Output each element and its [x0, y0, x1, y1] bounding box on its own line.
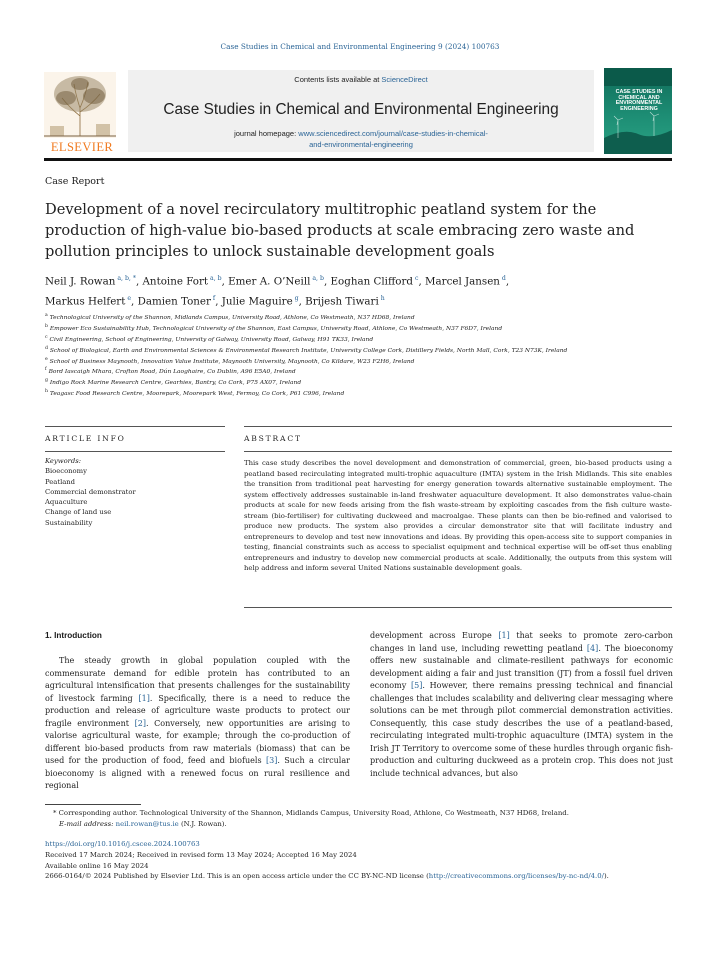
- received-dates: Received 17 March 2024; Received in revised form 13 May 2024; Accepted 16 May 2024: [45, 850, 357, 859]
- author-list: [45, 270, 665, 311]
- affiliation-mark: c: [45, 334, 48, 340]
- article-meta: [45, 839, 705, 882]
- author-separator: ,: [131, 295, 138, 308]
- article-info-heading: ARTICLE INFO: [45, 434, 126, 443]
- affiliation-mark: e: [45, 356, 48, 362]
- keywords-label: Keywords:: [45, 457, 82, 465]
- affiliation-text: Civil Engineering, School of Engineering, University of Galway, University Road, Galway, H91 TK33, Ireland: [49, 336, 374, 343]
- intro-column-2: [370, 630, 673, 781]
- header-rule: [44, 158, 672, 161]
- author-name[interactable]: Damien Toner: [137, 295, 211, 308]
- affiliation-mark: d: [45, 345, 48, 351]
- abstract-heading: ABSTRACT: [244, 434, 302, 443]
- contents-line: [128, 75, 594, 84]
- abstract-end-rule: [244, 607, 672, 608]
- affiliation-item: [45, 345, 670, 356]
- author-affiliation-mark[interactable]: a, b: [208, 275, 222, 282]
- author-separator: ,: [505, 275, 510, 288]
- info-rule-right: [244, 426, 672, 427]
- body-text: development across Europe: [370, 631, 499, 640]
- author-name[interactable]: Eoghan Clifford: [330, 275, 413, 288]
- homepage-link-line2[interactable]: and-environmental-engineering: [309, 140, 413, 149]
- affiliation-mark: a: [45, 313, 48, 318]
- author-affiliation-mark[interactable]: a, b, *: [115, 275, 136, 282]
- author-separator: ,: [323, 275, 331, 288]
- keyword-item: Change of land use: [45, 508, 112, 517]
- author-name[interactable]: Marcel Jansen: [424, 275, 500, 288]
- author-name[interactable]: Neil J. Rowan: [45, 275, 116, 288]
- reference-link[interactable]: [1]: [498, 631, 510, 640]
- footnote-marker: *: [53, 809, 57, 817]
- author-separator: ,: [418, 275, 425, 288]
- license-text: 2666-0164/© 2024 Published by Elsevier Ltd. This is an open access article under the CC BY-NC-ND license (: [45, 872, 429, 881]
- author-name[interactable]: Brijesh Tiwari: [305, 295, 379, 308]
- homepage-link-line1[interactable]: www.sciencedirect.com/journal/case-studies-in-chemical-: [298, 129, 488, 138]
- affiliation-mark: g: [45, 378, 48, 384]
- author-affiliation-mark[interactable]: f: [210, 295, 216, 303]
- affiliation-list: [45, 312, 670, 399]
- author-name[interactable]: Julie Maguire: [221, 295, 293, 308]
- footnote-rule: [45, 804, 141, 805]
- keyword-item: Peatland: [45, 477, 76, 486]
- body-text: . Specifically, there is a need to reduce the production and release of agriculture waste products to protect our fragile environment: [45, 693, 351, 728]
- author-affiliation-mark[interactable]: h: [378, 295, 385, 303]
- journal-citation[interactable]: Case Studies in Chemical and Environmental Engineering 9 (2024) 100763: [220, 42, 500, 51]
- abstract-text: This case study describes the novel development and demonstration of commercial, green, bio-based products using a peatland based recirculating integrated multi-trophic aquaculture (IMTA) system in the Irish Midlands. This site enables the transition from traditional peat harvesting for energy generation towards alternative sustainable employment. The system effectively addresses sustainable in-land freshwater aquaculture development. It also demonstrates value-chain products at scale for new feeds arising from the fish waste-stream by exploiting cascades from the fish culture waste-stream (bio-fertiliser) for cultivating duckweed and macroalgae. These plants can then be bio-refined and valorised to produce new products. The system also provides a circular demonstrator site that will facilitate industry and entrepreneurs to develop and test new innovations and ideas. By providing this open-access site to support companies in testing, financial constraints such as access to specialist equipment and technical expertise will be off-set thus enabling entrepreneurs and industry to develop new commercial products at scale. Additionally, the outputs from this system will help address and inform several United Nations sustainable development goals.: [244, 459, 672, 573]
- author-affiliation-mark[interactable]: a, b: [310, 275, 324, 282]
- reference-link[interactable]: [2]: [134, 718, 146, 728]
- author-name[interactable]: Antoine Fort: [142, 275, 209, 288]
- corresponding-footnote: [45, 808, 685, 830]
- corresponding-text: Corresponding author. Technological University of the Shannon, Midlands Campus, University Road, Athlone, Co Westmeath, N37 HD68, Ireland.: [58, 809, 569, 817]
- info-subrule-right: [244, 451, 672, 452]
- corresponding-author: [45, 808, 685, 819]
- available-online: Available online 16 May 2024: [45, 861, 149, 870]
- affiliation-item: [45, 366, 670, 377]
- email-link[interactable]: neil.rowan@tus.ie: [115, 819, 179, 828]
- section-heading-introduction: 1. Introduction: [45, 631, 102, 640]
- email-label: E-mail address:: [59, 819, 114, 828]
- cover-title: CASE STUDIES IN CHEMICAL AND ENVIRONMENTAL ENGINEERING: [615, 89, 663, 112]
- body-text: . The bioeconomy offers new sustainable and climate-resilient pathways for economic development aiding a fair and just transition (JT) from a fossil fuel driven economy: [370, 643, 673, 691]
- affiliation-mark: b: [45, 323, 48, 329]
- article-type: Case Report: [45, 176, 105, 187]
- author-affiliation-mark[interactable]: d: [499, 275, 506, 282]
- reference-link[interactable]: [5]: [410, 681, 423, 691]
- email-suffix: (N.J. Rowan).: [180, 819, 227, 828]
- keyword-item: Aquaculture: [45, 498, 88, 507]
- author-separator: ,: [135, 275, 143, 288]
- affiliation-text: School of Business Maynooth, Innovation Value Institute, Maynooth University, Maynooth, Co Kildare, W23 F2H6, Ireland: [49, 358, 415, 365]
- affiliation-item: [45, 323, 670, 334]
- body-text: . Such a circular bioeconomy is aligned with a renewed focus on rural resilience and regional: [45, 756, 350, 791]
- affiliation-text: Teagasc Food Research Centre, Moorepark, Moorepark West, Fermoy, Co Cork, P61 C996, Ireland: [49, 391, 345, 398]
- intro-column-1: [45, 655, 350, 793]
- journal-title: Case Studies in Chemical and Environmental Engineering: [163, 101, 559, 118]
- reference-link[interactable]: [4]: [586, 643, 599, 653]
- author-affiliation-mark[interactable]: g: [292, 295, 299, 303]
- body-text: The steady growth in global population coupled with the commensurate demand for edible protein has contributed to an agricultural intensification that presents challenges for the sustainability of livestock farming: [45, 656, 350, 703]
- keyword-item: Commercial demonstrator: [45, 487, 136, 496]
- info-rule-left: [45, 426, 225, 427]
- homepage-prefix: journal homepage:: [234, 129, 299, 138]
- author-separator: ,: [298, 295, 306, 308]
- doi-link[interactable]: https://doi.org/10.1016/j.cscee.2024.100763: [45, 840, 200, 848]
- body-text: . Conversely, new opportunities are arising to valorise agricultural waste, for example; through the co-production of different bio-based products from raw materials (biomass) that can be used for the production of food, feed and biofuels: [45, 718, 351, 766]
- sciencedirect-link[interactable]: ScienceDirect: [381, 75, 428, 84]
- body-text: . However, there remains pressing technical and financial challenges that includes scalability and delivering clear messaging where solutions can be met through pilot commercial demonstration activities. Consequently, this case study describes the use of a peatland-based, recirculating integrated multi-trophic aquaculture (IMTA) system in the Irish JT Territory to overcome some of these hurdles through organic fish-production and culturing duckweed as a protein crop. This does not just include technical advances, but also: [370, 681, 673, 779]
- affiliation-text: Technological University of the Shannon, Midlands Campus, University Road, Athlone, Co Westmeath, N37 HD68, Ireland: [49, 314, 415, 321]
- license-line: [45, 871, 705, 882]
- reference-link[interactable]: [3]: [265, 756, 278, 766]
- affiliation-item: [45, 356, 670, 367]
- author-affiliation-mark[interactable]: e: [125, 295, 132, 303]
- article-title: Development of a novel recirculatory multitrophic peatland system for the production of high-value bio-based products at scale embracing zero waste and pollution principles to unlock sustainable development goals: [45, 201, 635, 260]
- info-subrule-left: [45, 451, 225, 452]
- affiliation-item: [45, 312, 670, 323]
- contents-prefix: Contents lists available at: [294, 75, 382, 84]
- body-text: that seeks to promote zero-carbon changes in land use, including rewetting peatland: [370, 631, 673, 653]
- author-name[interactable]: Emer A. O’Neill: [228, 275, 311, 288]
- license-link[interactable]: http://creativecommons.org/licenses/by-nc-nd/4.0/: [428, 872, 604, 881]
- elsevier-wordmark: ELSEVIER: [50, 140, 114, 154]
- journal-cover-image[interactable]: [604, 68, 672, 154]
- affiliation-text: School of Biological, Earth and Environmental Sciences & Environmental Research Institute, University College Cork, Distillery Fields, North Mall, Cork, T23 N73K, Ireland: [49, 347, 568, 354]
- affiliation-item: [45, 377, 670, 388]
- keyword-item: Bioeconomy: [45, 467, 87, 476]
- author-separator: ,: [221, 275, 229, 288]
- keyword-list: [45, 466, 225, 528]
- affiliation-item: [45, 388, 670, 399]
- affiliation-item: [45, 334, 670, 345]
- affiliation-text: Empower Eco Sustainability Hub, Technological University of the Shannon, East Campus, University Road, Athlone, Co Westmeath, N37 F6D7, Ireland: [49, 325, 503, 332]
- affiliation-mark: h: [45, 389, 48, 395]
- author-name[interactable]: Markus Helfert: [45, 295, 126, 308]
- elsevier-tree-logo-icon: [44, 72, 116, 138]
- affiliation-mark: f: [45, 367, 47, 373]
- keywords-block: [45, 456, 225, 528]
- email-line: [59, 819, 685, 830]
- keyword-item: Sustainability: [45, 518, 93, 527]
- reference-link[interactable]: [1]: [138, 693, 150, 703]
- affiliation-text: Bord Iascaigh Mhara, Crofton Road, Dún Laoghaire, Co Dublin, A96 E5A0, Ireland: [48, 369, 296, 376]
- affiliation-text: Indigo Rock Marine Research Centre, Gearhies, Bantry, Co Cork, P75 AX07, Ireland: [49, 380, 302, 387]
- license-end: ).: [603, 872, 609, 881]
- author-separator: ,: [215, 295, 222, 308]
- journal-homepage: [128, 128, 594, 150]
- author-affiliation-mark[interactable]: c: [413, 275, 419, 282]
